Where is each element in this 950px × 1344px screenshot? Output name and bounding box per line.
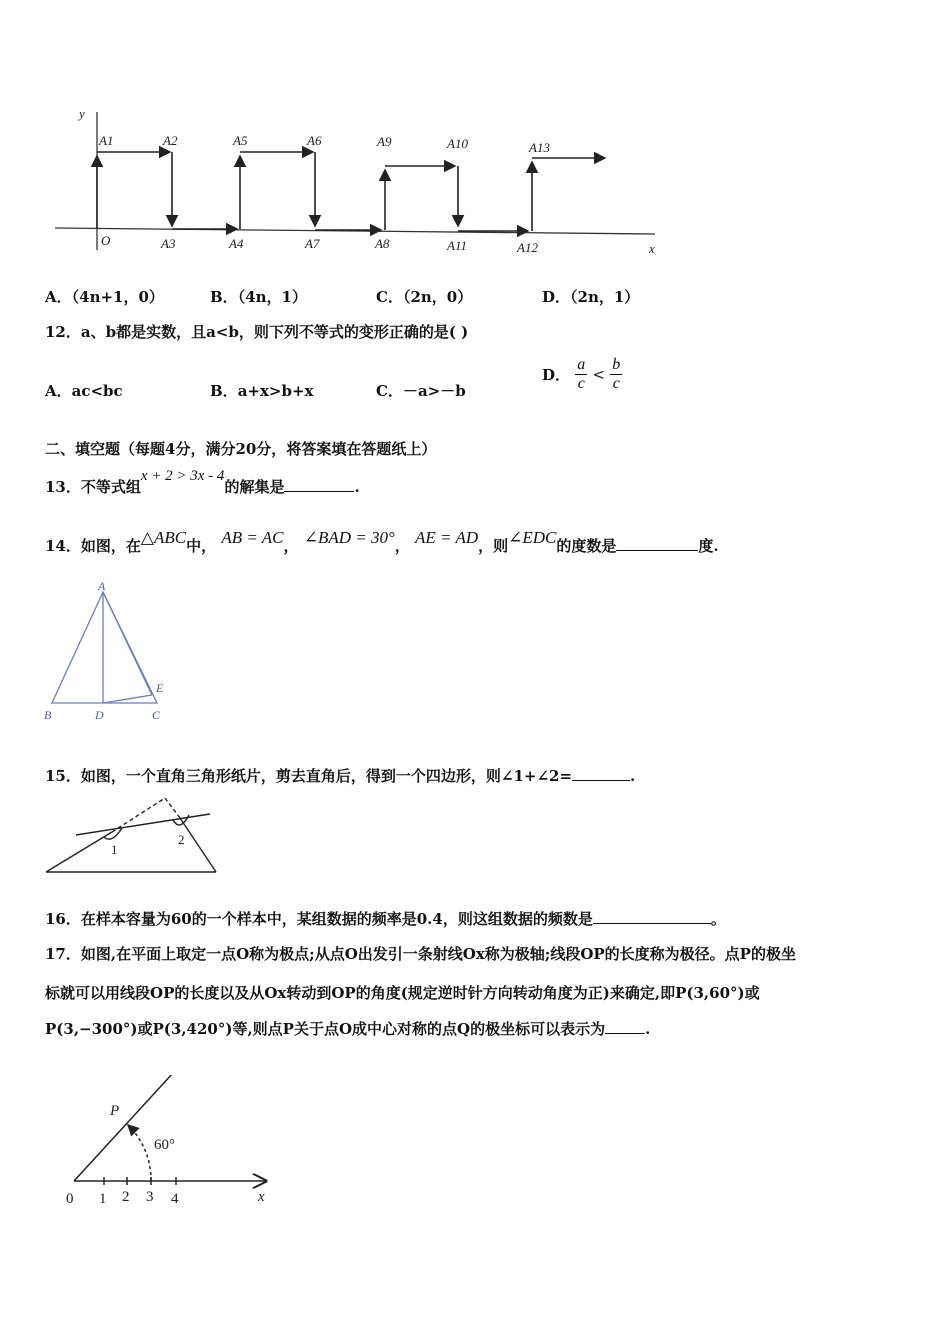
option-label: B．	[210, 382, 238, 400]
option-text: （2n，0）	[402, 288, 473, 306]
origin-label: 0	[66, 1191, 74, 1207]
q15-cut-triangle-figure	[40, 790, 230, 880]
angle-60-label: 60°	[154, 1137, 175, 1153]
q14-condition-ab-ac: AB = AC	[221, 528, 284, 547]
q14-triangle-figure	[40, 578, 180, 728]
label-A8: A8	[375, 236, 390, 251]
point-e-label: E	[156, 681, 164, 695]
option-label: C．	[376, 288, 403, 306]
option-label: D．	[542, 288, 571, 306]
point-d-label: D	[95, 708, 104, 722]
q11-option-c[interactable]	[376, 286, 472, 307]
q11-option-d[interactable]	[542, 286, 639, 307]
q11-option-b[interactable]	[210, 286, 307, 307]
q12-stem: 12．a、b都是实数，且a<b，则下列不等式的变形正确的是( )	[45, 323, 469, 341]
label-A3: A3	[161, 236, 176, 251]
q14-condition-ae-ad: AE = AD	[415, 528, 479, 547]
angle-2-label: 2	[178, 832, 185, 847]
point-a-label: A	[98, 579, 106, 593]
option-text: a+x>b+x	[237, 382, 314, 400]
angle-1-label: 1	[111, 842, 118, 857]
option-text: （2n，1）	[570, 288, 640, 306]
q12-option-b[interactable]	[210, 380, 314, 401]
option-label: B．	[210, 288, 238, 306]
q17-answer-blank[interactable]	[605, 1019, 645, 1034]
label-A10: A10	[447, 136, 468, 151]
origin-label: O	[101, 233, 111, 248]
tick-2-label: 2	[122, 1189, 130, 1205]
option-text: （4n+1，0）	[71, 288, 164, 306]
section-heading-fill-blank: 二、填空题（每题4分，满分20分，将答案填在答题纸上）	[45, 440, 437, 458]
point-c-label: C	[152, 708, 161, 722]
q13-inequality: x + 2 > 3x - 4	[140, 468, 225, 484]
q11-step-graph	[45, 100, 665, 265]
label-A9: A9	[377, 134, 392, 149]
q15-line: 15．如图，一个直角三角形纸片，剪去直角后，得到一个四边形，则∠1+∠2= .	[45, 767, 636, 785]
q16-line: 16．在样本容量为60的一个样本中，某组数据的频率是0.4，则这组数据的频数是 。	[45, 910, 726, 928]
q14-line: 14．如图，在△ABC中， AB = AC， ∠BAD = 30°， AE = AD，则∠EDC的度数是 度.	[45, 528, 719, 555]
q11-option-a[interactable]	[45, 286, 164, 307]
q14-condition-angle-bad: ∠BAD = 30°	[303, 528, 395, 547]
x-axis	[55, 228, 655, 234]
y-axis-label: y	[79, 106, 85, 121]
q12-option-d[interactable]	[542, 356, 622, 393]
x-axis-label: x	[258, 1189, 265, 1205]
option-label: A．	[45, 382, 72, 400]
less-than-sign: <	[592, 365, 606, 384]
q14-angle-edc: ∠EDC	[508, 528, 557, 547]
q17-line3: P(3,−300°)或P(3,420°)等,则点P关于点O成中心对称的点Q的极坐标可以表示为 .	[45, 1020, 651, 1038]
option-label: A．	[45, 288, 72, 306]
point-p-label: P	[110, 1103, 120, 1119]
option-text: ac<bc	[71, 382, 123, 400]
ray-op	[74, 1075, 173, 1181]
label-A12: A12	[517, 240, 538, 255]
label-A4: A4	[229, 236, 244, 251]
q17-line2: 标就可以用线段OP的长度以及从Ox转动到OP的角度(规定逆时针方向转动角度为正)来确定,即P(3,60°)或	[45, 984, 760, 1002]
point-b-label: B	[44, 708, 52, 722]
q13-suffix: 的解集是	[224, 478, 285, 496]
q13-line: 13．不等式组x + 2 > 3x - 4的解集是 .	[45, 468, 360, 496]
tick-3-label: 3	[146, 1189, 154, 1205]
q14-triangle: △ABC	[140, 528, 187, 547]
q15-answer-blank[interactable]	[572, 766, 630, 781]
label-A5: A5	[233, 133, 248, 148]
q16-answer-blank[interactable]	[593, 909, 711, 924]
label-A2: A2	[163, 133, 178, 148]
label-A1: A1	[99, 133, 114, 148]
q17-polar-figure	[60, 1075, 290, 1215]
q12-option-a[interactable]	[45, 380, 123, 401]
label-A6: A6	[307, 133, 322, 148]
q12-option-c[interactable]	[376, 380, 466, 401]
q14-answer-blank[interactable]	[616, 536, 698, 551]
fraction-b-over-c: $\frac{b}{c}$	[612, 356, 621, 392]
label-A7: A7	[305, 236, 320, 251]
x-axis-label: x	[649, 241, 655, 256]
tick-4-label: 4	[171, 1191, 179, 1207]
fraction-a-over-c: $\frac{a}{c}$	[577, 356, 586, 392]
option-label: D．	[542, 366, 571, 384]
q17-line1: 17．如图,在平面上取定一点O称为极点;从点O出发引一条射线Ox称为极轴;线段OP的长度称为极径。点P的极坐	[45, 945, 796, 963]
q13-answer-blank[interactable]	[284, 477, 354, 492]
label-A11: A11	[447, 238, 467, 253]
option-text: （4n，1）	[237, 288, 307, 306]
q13-prefix: 13．不等式组	[45, 478, 141, 496]
option-label: C．	[376, 382, 403, 400]
tick-1-label: 1	[99, 1191, 107, 1207]
option-text: －a>－b	[402, 382, 466, 400]
label-A13: A13	[529, 140, 550, 155]
